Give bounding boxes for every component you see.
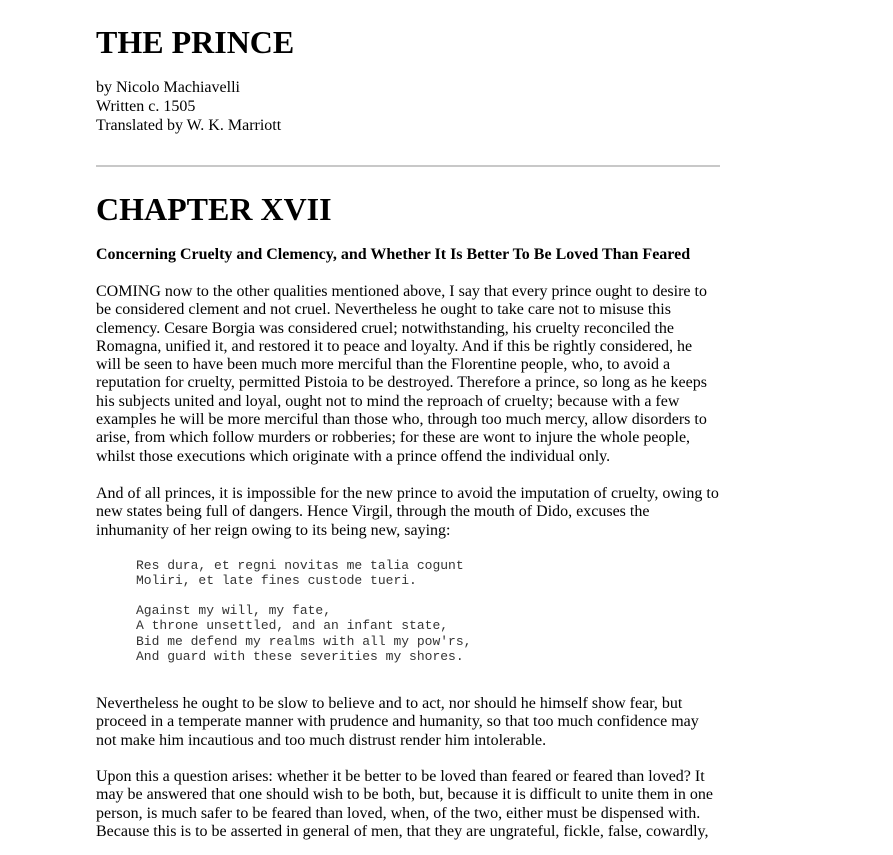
chapter-subtitle: Concerning Cruelty and Clemency, and Whether It Is Better To Be Loved Than Feared [96, 246, 691, 263]
quote-line: A throne unsettled, and an infant state, [136, 618, 449, 634]
quote-line: Moliri, et late fines custode tueri. [136, 573, 417, 589]
written-line: Written c. 1505 [96, 98, 196, 115]
paragraph-line: inhumanity of her reign owing to its being new, saying: [96, 521, 451, 539]
translator-line: Translated by W. K. Marriott [96, 117, 282, 134]
quote-line: And guard with these severities my shores. [136, 648, 464, 664]
paragraph-line: Nevertheless he ought to be slow to believe and to act, nor should he himself show fear, but [96, 695, 683, 712]
paragraph-line: new states being full of dangers. Hence Virgil, through the mouth of Dido, excuses the [96, 503, 650, 521]
paragraph-line: will be seen to have been much more merciful than the Florentine people, who, to avoid a [96, 356, 671, 374]
paragraph-4 [96, 768, 726, 841]
english-quote [136, 603, 471, 664]
latin-quote [136, 558, 464, 589]
byline [96, 78, 281, 135]
paragraph-line: COMING now to the other qualities mentioned above, I say that every prince ought to desire to [96, 283, 707, 300]
horizontal-rule [96, 165, 720, 167]
chapter-heading: CHAPTER XVII [96, 191, 332, 227]
paragraph-line: examples he will be more merciful than those who, through too much mercy, allow disorders to [96, 411, 707, 429]
paragraph-line: person, is much safer to be feared than loved, when, of the two, either must be dispensed with. [96, 804, 701, 822]
paragraph-line: Upon this a question arises: whether it be better to be loved than feared or feared than loved? It [96, 768, 705, 785]
paragraph-line: may be answered that one should wish to be both, but, because it is difficult to unite them in one [96, 786, 713, 804]
quote-line: Against my will, my fate, [136, 603, 332, 618]
paragraph-line: reputation for cruelty, permitted Pistoia to be destroyed. Therefore a prince, so long as he keeps [96, 374, 707, 392]
paragraph-line: proceed in a temperate manner with prudence and humanity, so that too much confidence may [96, 713, 699, 731]
paragraph-2 [96, 485, 726, 540]
paragraph-line: Romagna, unified it, and restored it to peace and loyalty. And if this be rightly considered, he [96, 337, 693, 355]
paragraph-line: whilst those executions which originate with a prince offend the individual only. [96, 447, 611, 465]
paragraph-line: be considered clement and not cruel. Nevertheless he ought to take care not to misuse this [96, 301, 671, 319]
quote-line: Bid me defend my realms with all my pow'rs, [136, 633, 472, 649]
paragraph-line: not make him incautious and too much distrust render him intolerable. [96, 731, 547, 749]
paragraph-line: arise, from which follow murders or robberies; for these are wont to injure the whole people, [96, 429, 691, 447]
quote-line: Res dura, et regni novitas me talia cogunt [136, 558, 464, 573]
paragraph-line: And of all princes, it is impossible for the new prince to avoid the imputation of cruelty, owing to [96, 485, 719, 502]
paragraph-line: clemency. Cesare Borgia was considered cruel; notwithstanding, his cruelty reconciled the [96, 319, 675, 337]
author-line: by Nicolo Machiavelli [96, 79, 240, 96]
paragraph-line: his subjects united and loyal, ought not to mind the reproach of cruelty; because with a few [96, 392, 680, 410]
paragraph-line: Because this is to be asserted in general of men, that they are ungrateful, fickle, false, cowardly, [96, 822, 709, 840]
book-title: THE PRINCE [96, 24, 295, 60]
paragraph-3 [96, 695, 726, 750]
paragraph-1 [96, 283, 726, 466]
